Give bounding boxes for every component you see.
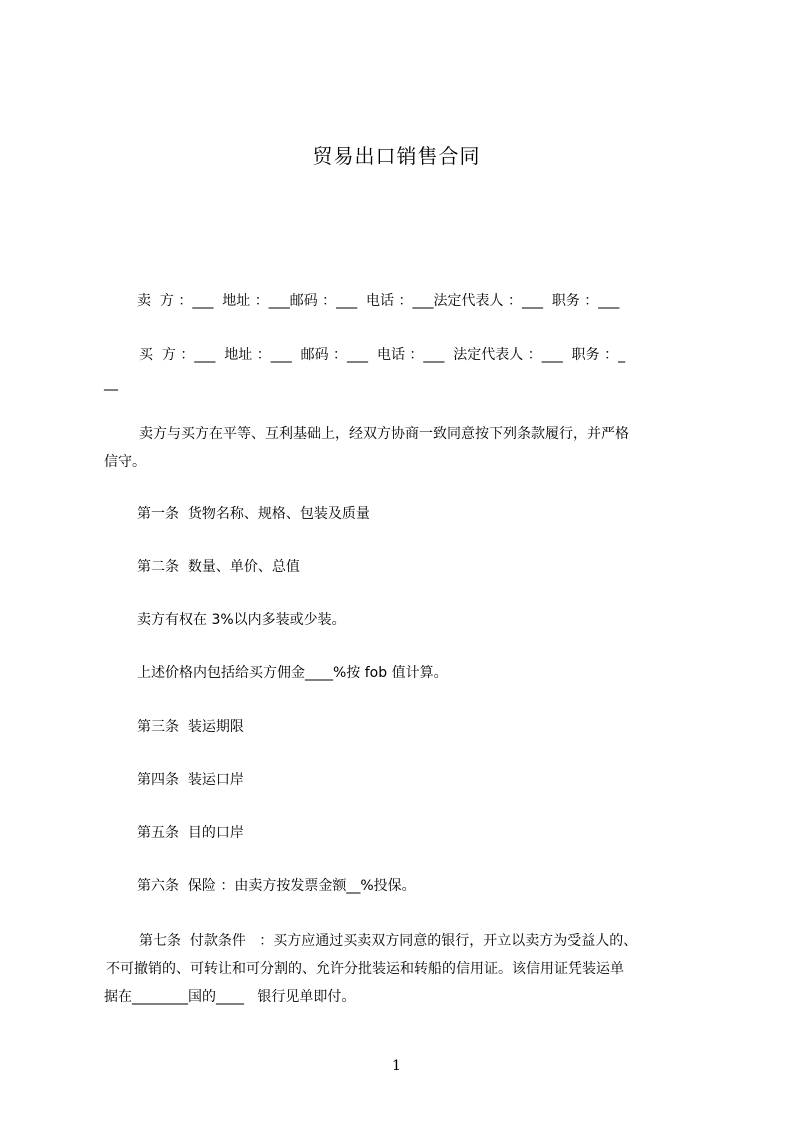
article-7-line-3: 据在________国的____ 银行见单即付。 bbox=[104, 989, 356, 1005]
intro-paragraph-line-2: 信守。 bbox=[104, 454, 146, 470]
article-6-heading: 第六条 保险 ：由卖方按发票金额__%投保。 bbox=[137, 878, 416, 894]
buyer-info-line-continued: __ bbox=[104, 375, 118, 391]
article-7-line-2: 不可撤销的、可转让和可分割的、允许分批装运和转船的信用证。该信用证凭装运单 bbox=[106, 961, 624, 977]
seller-info-line: 卖 方 ：___ 地址 ：___邮码 ：___ 电话 ：___法定代表人 ：___ 职务 ：___ bbox=[137, 293, 620, 309]
document-title: 贸易出口销售合同 bbox=[312, 144, 481, 168]
buyer-info-line: 买 方 ：___ 地址 ：___ 邮码 ：___ 电话 ：___ 法定代表人 ：___ 职务 ：_ bbox=[139, 347, 626, 363]
commission-note: 上述价格内包括给买方佣金____%按 fob 值计算。 bbox=[137, 665, 448, 681]
quantity-tolerance-note: 卖方有权在 3%以内多装或少装。 bbox=[137, 612, 346, 628]
page-number: 1 bbox=[392, 1058, 401, 1074]
intro-paragraph-line-1: 卖方与买方在平等、互利基础上，经双方协商一致同意按下列条款履行，并严格 bbox=[139, 426, 629, 442]
article-4-heading: 第四条 装运口岸 bbox=[137, 772, 244, 788]
article-3-heading: 第三条 装运期限 bbox=[137, 719, 244, 735]
article-7-line-1: 第七条 付款条件 ：买方应通过买卖双方同意的银行，开立以卖方为受益人的、 bbox=[139, 933, 638, 949]
article-2-heading: 第二条 数量、单价、总值 bbox=[137, 559, 300, 575]
article-5-heading: 第五条 目的口岸 bbox=[137, 825, 244, 841]
article-1-heading: 第一条 货物名称、规格、包装及质量 bbox=[137, 506, 370, 522]
